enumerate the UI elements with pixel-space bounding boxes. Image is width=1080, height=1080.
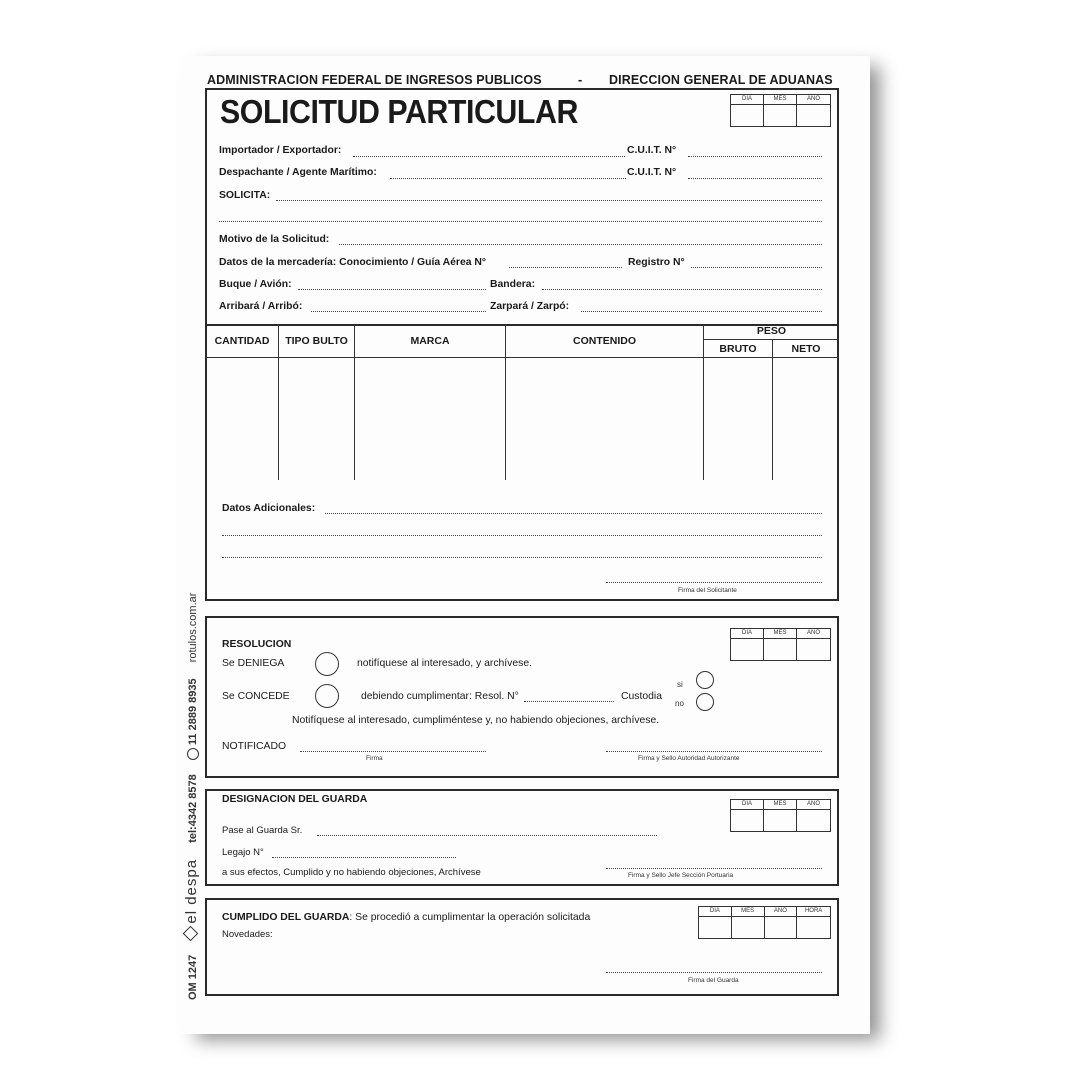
solicita-label: SOLICITA: (219, 190, 271, 201)
cumplido-heading (222, 907, 590, 925)
date-grid-designacion (730, 799, 831, 832)
deniega-text: notifíquese al interesado, y archívese. (357, 658, 533, 669)
website: rotulos.com.ar (187, 592, 199, 663)
guarda-firma-label: Firma del Guarda (688, 977, 739, 984)
date-year-label: AÑO (765, 907, 798, 917)
date-day-field[interactable] (731, 809, 764, 831)
col-bruto: BRUTO (719, 343, 757, 355)
notificado-field[interactable] (300, 751, 486, 752)
col-marca: MARCA (410, 335, 450, 347)
phone-number: tel:4342 8578 (187, 774, 199, 843)
side-imprint (183, 593, 200, 1000)
buque-field[interactable] (298, 289, 486, 290)
importador-label: Importador / Exportador: (219, 145, 342, 156)
solicita-field-line-2[interactable] (219, 221, 822, 222)
goods-table-body[interactable] (206, 358, 838, 480)
date-day-label: DIA (731, 629, 764, 639)
concede-checkbox[interactable] (315, 684, 339, 708)
importador-field[interactable] (353, 156, 625, 157)
date-day-label: DIA (731, 95, 764, 105)
date-month-field[interactable] (732, 916, 765, 938)
date-month-field[interactable] (764, 104, 797, 126)
legajo-field[interactable] (272, 857, 456, 858)
notifiquese-text: Notifíquese al interesado, cumpliméntese y, no habiendo objeciones, archívese. (292, 715, 660, 726)
arribo-label: Arribará / Arribó: (219, 301, 303, 312)
datos-adicionales-label: Datos Adicionales: (222, 503, 316, 514)
cuit-label: C.U.I.T. N° (627, 167, 677, 178)
date-hour-label: HORA (797, 907, 830, 917)
solicita-field[interactable] (276, 200, 822, 201)
despachante-cuit-field[interactable] (688, 178, 822, 179)
datos-adicionales-line-2[interactable] (222, 535, 822, 536)
zarpo-label: Zarpará / Zarpó: (490, 301, 570, 312)
firma-solicitante-field[interactable] (606, 582, 822, 583)
date-year-field[interactable] (797, 104, 830, 126)
despachante-field[interactable] (390, 178, 626, 179)
bandera-field[interactable] (542, 289, 822, 290)
zarpo-field[interactable] (581, 311, 822, 312)
motivo-label: Motivo de la Solicitud: (219, 234, 330, 245)
col-neto: NETO (791, 343, 821, 355)
date-month-label: MES (764, 629, 797, 639)
guia-aerea-field[interactable] (509, 267, 622, 268)
customs-direction: DIRECCION GENERAL DE ADUANAS (609, 73, 833, 87)
novedades-field[interactable] (222, 945, 592, 985)
buque-label: Buque / Avión: (219, 279, 292, 290)
date-month-field[interactable] (764, 809, 797, 831)
date-day-label: DIA (699, 907, 732, 917)
notificado-label: NOTIFICADO (222, 741, 287, 752)
datos-adicionales-line-3[interactable] (222, 557, 822, 558)
autoridad-firma-field[interactable] (606, 751, 822, 752)
deniega-label: Se DENIEGA (222, 658, 285, 669)
despachante-label: Despachante / Agente Marítimo: (219, 167, 377, 178)
date-day-field[interactable] (699, 916, 732, 938)
date-month-label: MES (732, 907, 765, 917)
resolucion-title: RESOLUCION (222, 639, 292, 650)
notificado-firma-label: Firma (366, 755, 383, 762)
col-contenido: CONTENIDO (573, 335, 636, 347)
cuit-label: C.U.I.T. N° (627, 145, 677, 156)
legajo-label: Legajo N° (222, 847, 264, 858)
motivo-field[interactable] (339, 244, 822, 245)
date-day-label: DIA (731, 800, 764, 810)
date-grid-resolucion (730, 628, 831, 661)
date-hour-field[interactable] (797, 916, 830, 938)
datos-adicionales-field[interactable] (325, 513, 822, 514)
concede-label: Se CONCEDE (222, 691, 290, 702)
guarda-name-field[interactable] (317, 835, 657, 836)
date-year-field[interactable] (797, 809, 830, 831)
date-year-field[interactable] (797, 638, 830, 660)
custodia-si-checkbox[interactable] (696, 671, 714, 689)
col-peso: PESO (756, 325, 787, 337)
jefe-firma-field[interactable] (606, 868, 822, 869)
form-title: SOLICITUD PARTICULAR (220, 93, 578, 130)
col-tipo-bulto: TIPO BULTO (285, 335, 348, 347)
date-year-field[interactable] (765, 916, 798, 938)
date-grid-cumplido (698, 906, 831, 939)
date-month-label: MES (764, 95, 797, 105)
peso-sub-rule (703, 339, 839, 340)
importador-cuit-field[interactable] (688, 156, 822, 157)
whatsapp-number: 11 2889 8935 (187, 678, 199, 746)
date-year-label: AÑO (797, 800, 830, 810)
brand-logo-icon (183, 925, 199, 941)
mercaderia-label: Datos de la mercadería: Conocimiento / Guía Aérea N° (219, 257, 487, 268)
jefe-firma-label: Firma y Sello Jefe Sección Portuaria (628, 872, 734, 879)
pase-guarda-label: Pase al Guarda Sr. (222, 825, 303, 836)
custodia-no-label: no (675, 699, 684, 708)
date-year-label: AÑO (797, 95, 830, 105)
firma-solicitante-label: Firma del Solicitante (678, 587, 737, 594)
date-year-label: AÑO (797, 629, 830, 639)
date-month-field[interactable] (764, 638, 797, 660)
novedades-label: Novedades: (222, 929, 273, 940)
date-day-field[interactable] (731, 638, 764, 660)
brand-name: el despa (183, 858, 200, 924)
date-month-label: MES (764, 800, 797, 810)
cumplido-text: : Se procedió a cumplimentar la operación solicitada (349, 912, 591, 923)
header-separator: - (578, 73, 583, 87)
deniega-checkbox[interactable] (315, 652, 339, 676)
efectos-text: a sus efectos, Cumplido y no habiendo objeciones, Archívese (222, 867, 481, 878)
autoridad-firma-label: Firma y Sello Autoridad Autorizante (638, 755, 740, 762)
date-day-field[interactable] (731, 104, 764, 126)
whatsapp-icon (187, 748, 199, 760)
registro-field[interactable] (691, 267, 822, 268)
concede-text: debiendo cumplimentar: Resol. N° (361, 691, 519, 702)
custodia-label: Custodia (621, 691, 663, 702)
custodia-si-label: si (677, 680, 683, 689)
custodia-no-checkbox[interactable] (696, 693, 714, 711)
col-cantidad: CANTIDAD (214, 335, 270, 347)
form-code: OM 1247 (187, 954, 199, 1000)
date-grid-solicitud (730, 94, 831, 127)
guarda-firma-field[interactable] (606, 972, 822, 973)
designacion-title: DESIGNACION DEL GUARDA (222, 794, 368, 805)
bandera-label: Bandera: (490, 279, 536, 290)
registro-label: Registro N° (628, 257, 685, 268)
agency-name: ADMINISTRACION FEDERAL DE INGRESOS PUBLICOS (207, 73, 542, 87)
resolucion-number-field[interactable] (524, 701, 614, 702)
cumplido-title: CUMPLIDO DEL GUARDA (222, 912, 350, 923)
arribo-field[interactable] (311, 311, 486, 312)
